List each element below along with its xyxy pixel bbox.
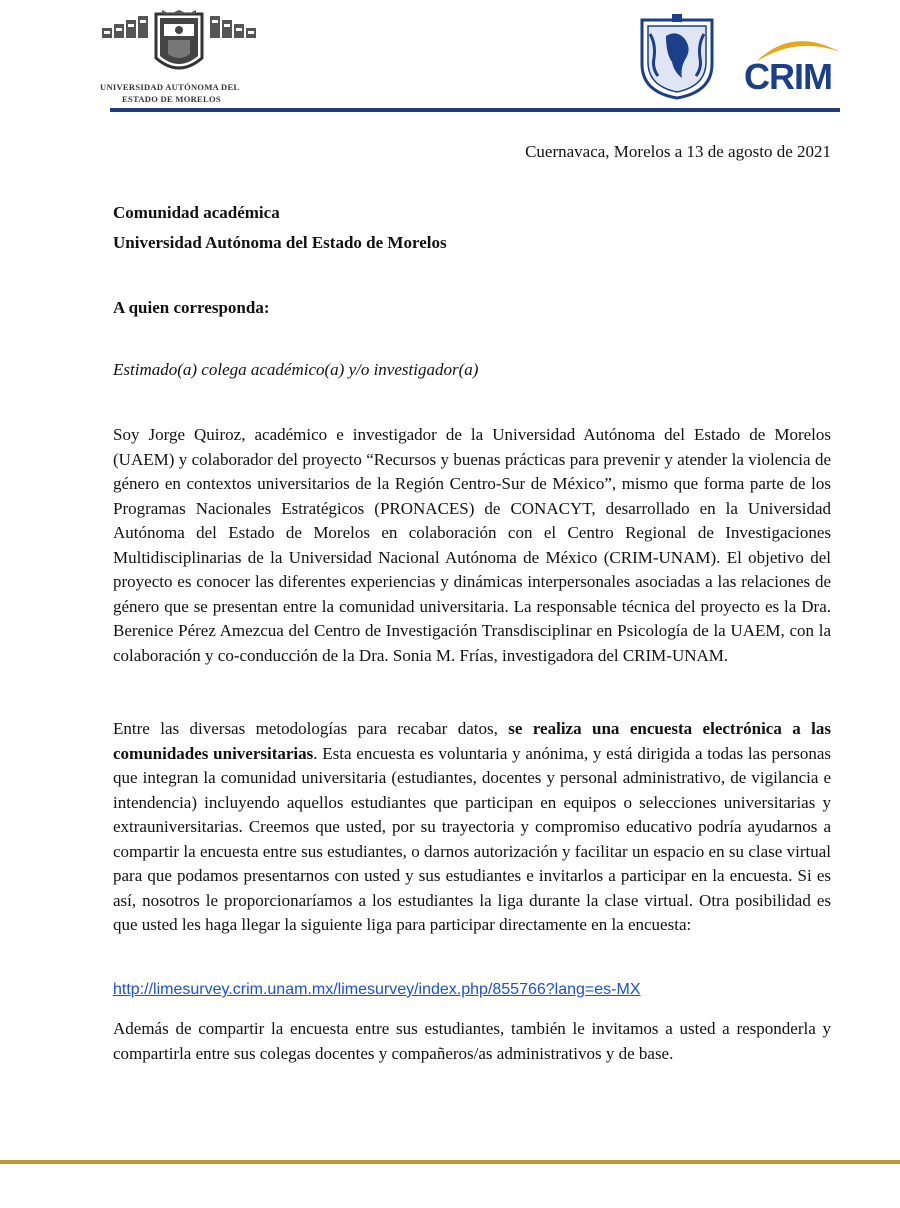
uaem-name: [100, 82, 260, 105]
unam-logo: [636, 14, 718, 100]
recipient-line1: Comunidad académica: [113, 203, 280, 222]
letter-date: Cuernavaca, Morelos a 13 de agosto de 2021: [525, 142, 831, 161]
uaem-logo: [100, 10, 260, 108]
paragraph-2-bold: se realiza una encuesta electrónica a las comunidades universitarias: [113, 719, 831, 763]
recipient-line2: Universidad Autónoma del Estado de Morelos: [113, 233, 447, 252]
header-divider: [110, 108, 840, 112]
crim-logo-text: CRIM: [744, 56, 832, 97]
unam-seal-icon: [636, 14, 718, 100]
survey-link[interactable]: http://limesurvey.crim.unam.mx/limesurvey/index.php/855766?lang=es-MX: [113, 981, 641, 998]
paragraph-2: [113, 717, 831, 938]
letterhead: [0, 0, 900, 112]
recipient-block: [113, 198, 447, 258]
greeting: Estimado(a) colega académico(a) y/o investigador(a): [113, 360, 479, 379]
uaem-name-line2: ESTADO DE MORELOS: [122, 94, 221, 104]
paragraph-3: Además de compartir la encuesta entre sus estudiantes, también le invitamos a usted a responderla y compartirla entre sus colegas docentes y compañeros/as administrativos y de base.: [113, 1019, 831, 1063]
crim-logo: [744, 34, 844, 96]
paragraph-2-start: Entre las diversas metodologías para recabar datos,: [113, 719, 509, 738]
uaem-crest-icon: [100, 10, 260, 82]
uaem-name-line1: UNIVERSIDAD AUTÓNOMA DEL: [100, 82, 240, 92]
salutation: A quien corresponda:: [113, 298, 270, 317]
paragraph-1: Soy Jorge Quiroz, académico e investigador de la Universidad Autónoma del Estado de Morelos (UAEM) y colaborador del proyecto “Recursos y buenas prácticas para prevenir y atender la violencia de género en contextos universitarios de la Región Centro-Sur de México”, mismo que forma parte de los Programas Nacionales Estratégicos (PRONACES) de CONACYT, desarrollado en la Universidad Autónoma del Estado de Morelos en colaboración con el Centro Regional de Investigaciones Multidisciplinarias de la Universidad Nacional Autónoma de México (CRIM-UNAM). El objetivo del proyecto es conocer las diferentes experiencias y dinámicas interpersonales asociadas a las relaciones de género que se presentan entre la comunidad universitaria. La responsable técnica del proyecto es la Dra. Berenice Pérez Amezcua del Centro de Investigación Transdisciplinar en Psicología de la UAEM, con la colaboración y co-conducción de la Dra. Sonia M. Frías, investigadora del CRIM-UNAM.: [113, 425, 831, 665]
footer-divider: [0, 1160, 900, 1164]
paragraph-2-end: . Esta encuesta es voluntaria y anónima, y está dirigida a todas las personas que integran la comunidad universitaria (estudiantes, docentes y personal administrativo, de vigilancia e intendencia) incluyendo aquellos estudiantes que participan en equipos o selecciones universitarias y extrauniversitarias. Creemos que usted, por su trayectoria y compromiso educativo podría ayudarnos a compartir la encuesta entre sus estudiantes, o darnos autorización y facilitar un espacio en su clase virtual para que podamos presentarnos con usted y sus estudiantes e invitarlos a participar en la encuesta. Si es así, nosotros le proporcionaríamos a los estudiantes la liga durante la clase virtual. Otra posibilidad es que usted les haga llegar la siguiente liga para participar directamente en la encuesta:: [113, 743, 831, 934]
